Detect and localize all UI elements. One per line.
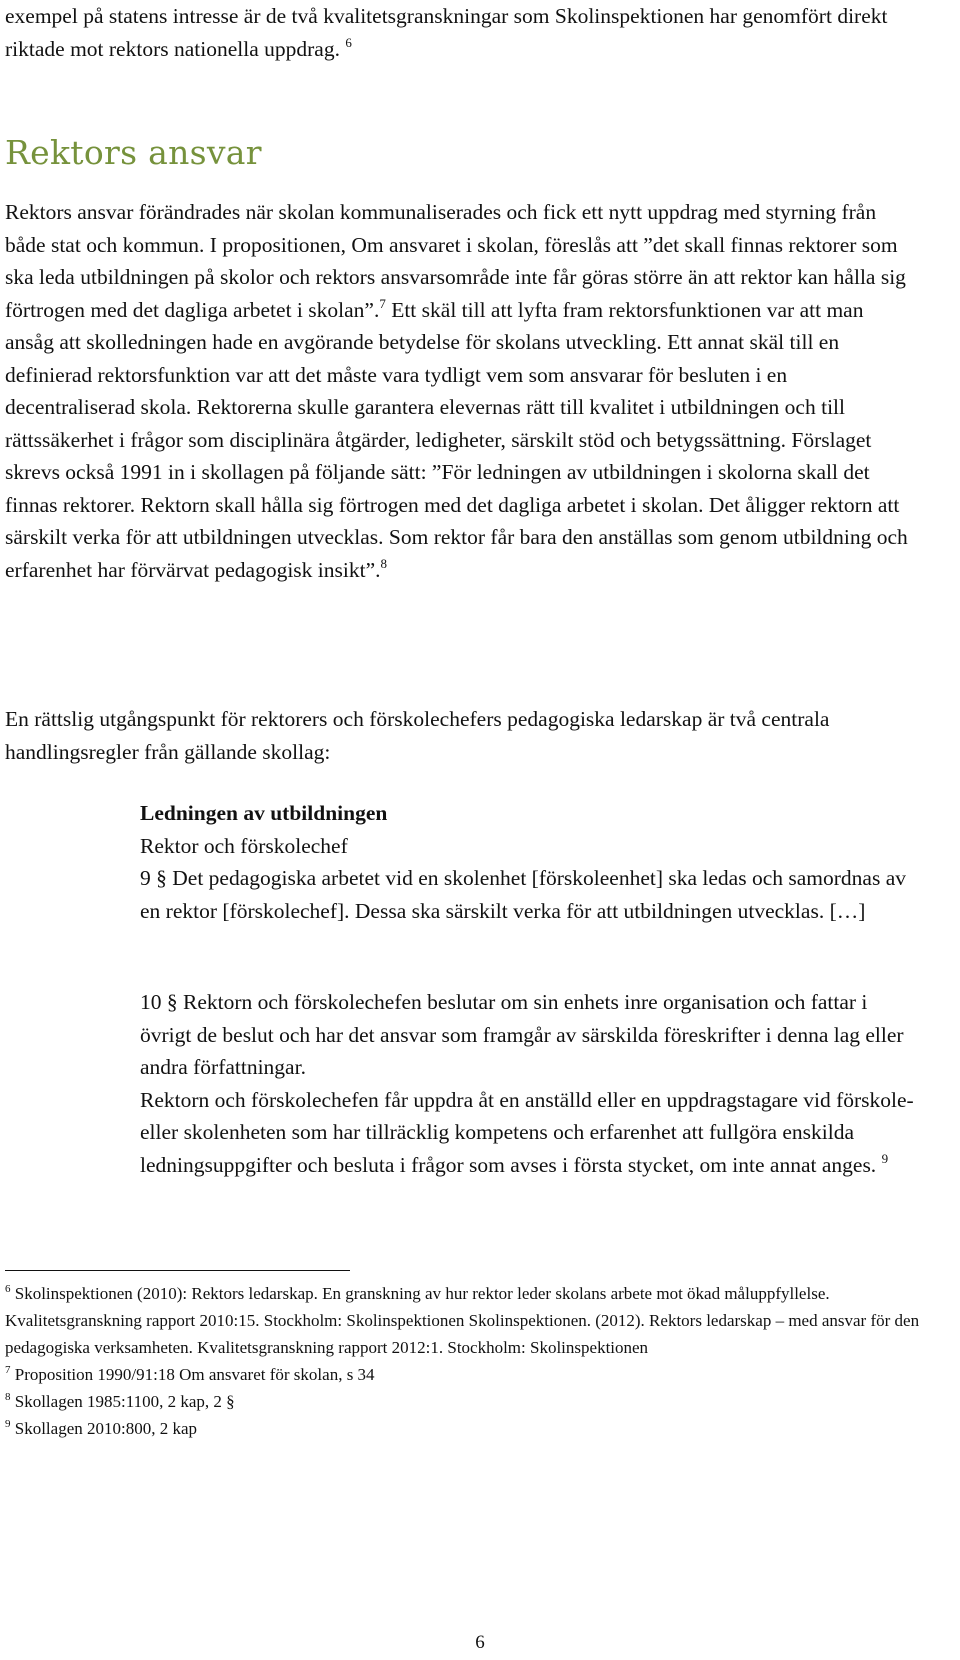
footnote-9 [5, 1415, 925, 1442]
paragraph-rektors-ansvar [5, 196, 917, 586]
footnote-number: 7 [5, 1364, 11, 1376]
quote-subtitle: Rektor och förskolechef [140, 833, 348, 858]
footnote-ref-7: 7 [379, 295, 386, 311]
footnote-text: Proposition 1990/91:18 Om ansvaret för skolan, s 34 [14, 1365, 375, 1384]
footnote-text: Skollagen 1985:1100, 2 kap, 2 § [14, 1392, 235, 1411]
paragraph1-part2: Ett skäl till att lyfta fram rektorsfunktionen var att man ansåg att skolledningen hade en avgörande betydelse för skolans utveckling. Ett annat skäl till en definierad rektorsfunktion var att det måste vara tydligt vem som ansvarar för besluten i en decentraliserad skola. Rektorerna skulle garantera elevernas rätt till kvalitet i utbildningen och till rättssäkerhet i frågor som disciplinära åtgärder, ledigheter, särskilt stöd och betygssättning. Förslaget skrevs också 1991 in i skollagen på följande sätt: ”För ledningen av utbildningen i skolorna skall det finnas rektorer. Rektorn skall hålla sig förtrogen med det dagliga arbetet i skolan. Det åligger rektorn att särskilt verka för att utbildningen utvecklas. Som rektor får bara den anställas som genom utbildning och erfarenhet har förvärvat pedagogisk insikt”. [5, 297, 908, 582]
section-heading: Rektors ansvar [5, 133, 262, 172]
quote-section-10-paragraph-2 [140, 1084, 920, 1182]
footnote-number: 8 [5, 1391, 11, 1403]
law-quote-section-10 [140, 986, 920, 1181]
quote-section-10: 10 § Rektorn och förskolechefen beslutar om sin enhets inre organisation och fattar i övrigt de beslut och har det ansvar som framgår av särskilda föreskrifter i denna lag eller andra författningar. [140, 990, 904, 1079]
footnote-number: 6 [5, 1283, 11, 1295]
law-quote-block [140, 797, 920, 927]
footnote-7 [5, 1361, 925, 1388]
intro-text: exempel på statens intresse är de två kvalitetsgranskningar som Skolinspektionen har genomfört direkt riktade mot rektors nationella uppdrag. [5, 4, 888, 61]
footnote-ref-6: 6 [345, 34, 352, 50]
footnote-ref-8: 8 [380, 555, 387, 571]
footnote-6 [5, 1280, 925, 1361]
page-number: 6 [475, 1632, 485, 1653]
paragraph-legal-basis: En rättslig utgångspunkt för rektorers och förskolechefers pedagogiska ledarskap är två centrala handlingsregler från gällande skollag: [5, 707, 830, 764]
quote-section-10-text: Rektorn och förskolechefen får uppdra åt en anställd eller en uppdragstagare vid förskole- eller skolenheten som har tillräcklig kompetens och erfarenhet att fullgöra enskilda ledningsuppgifter och besluta i frågor som avses i första stycket, om inte annat anges. [140, 1087, 914, 1177]
quote-section-9: 9 § Det pedagogiska arbetet vid en skolenhet [förskoleenhet] ska ledas och samordnas av en rektor [förskolechef]. Dessa ska särskilt verka för att utbildningen utvecklas. […] [140, 866, 906, 923]
footnotes [5, 1280, 925, 1442]
footnote-ref-9: 9 [881, 1150, 889, 1166]
quote-title: Ledningen av utbildningen [140, 801, 388, 825]
footnote-text: Skollagen 2010:800, 2 kap [14, 1419, 198, 1438]
paragraph1-part1: Rektors ansvar förändrades när skolan kommunaliserades och fick ett nytt uppdrag med styrning från både stat och kommun. I propositionen, Om ansvaret i skolan, föreslås att ”det skall finnas rektorer som ska leda utbildningen på skolor och rektors ansvarsområde inte får göras större än att rektor kan hålla sig förtrogen med det dagliga arbetet i skolan”. [5, 200, 906, 322]
footnote-separator [5, 1270, 350, 1271]
footnote-text: Skolinspektionen (2010): Rektors ledarskap. En granskning av hur rektor leder skolans arbete mot ökad måluppfyllelse. Kvalitetsgranskning rapport 2010:15. Stockholm: Skolinspektionen Skolinspektionen. (2012). Rektors ledarskap – med ansvar för den pedagogiska verksamheten. Kvalitetsgranskning rapport 2012:1. Stockholm: Skolinspektionen [5, 1284, 920, 1357]
footnote-number: 9 [5, 1418, 11, 1430]
intro-paragraph [5, 0, 917, 65]
footnote-8 [5, 1388, 925, 1415]
